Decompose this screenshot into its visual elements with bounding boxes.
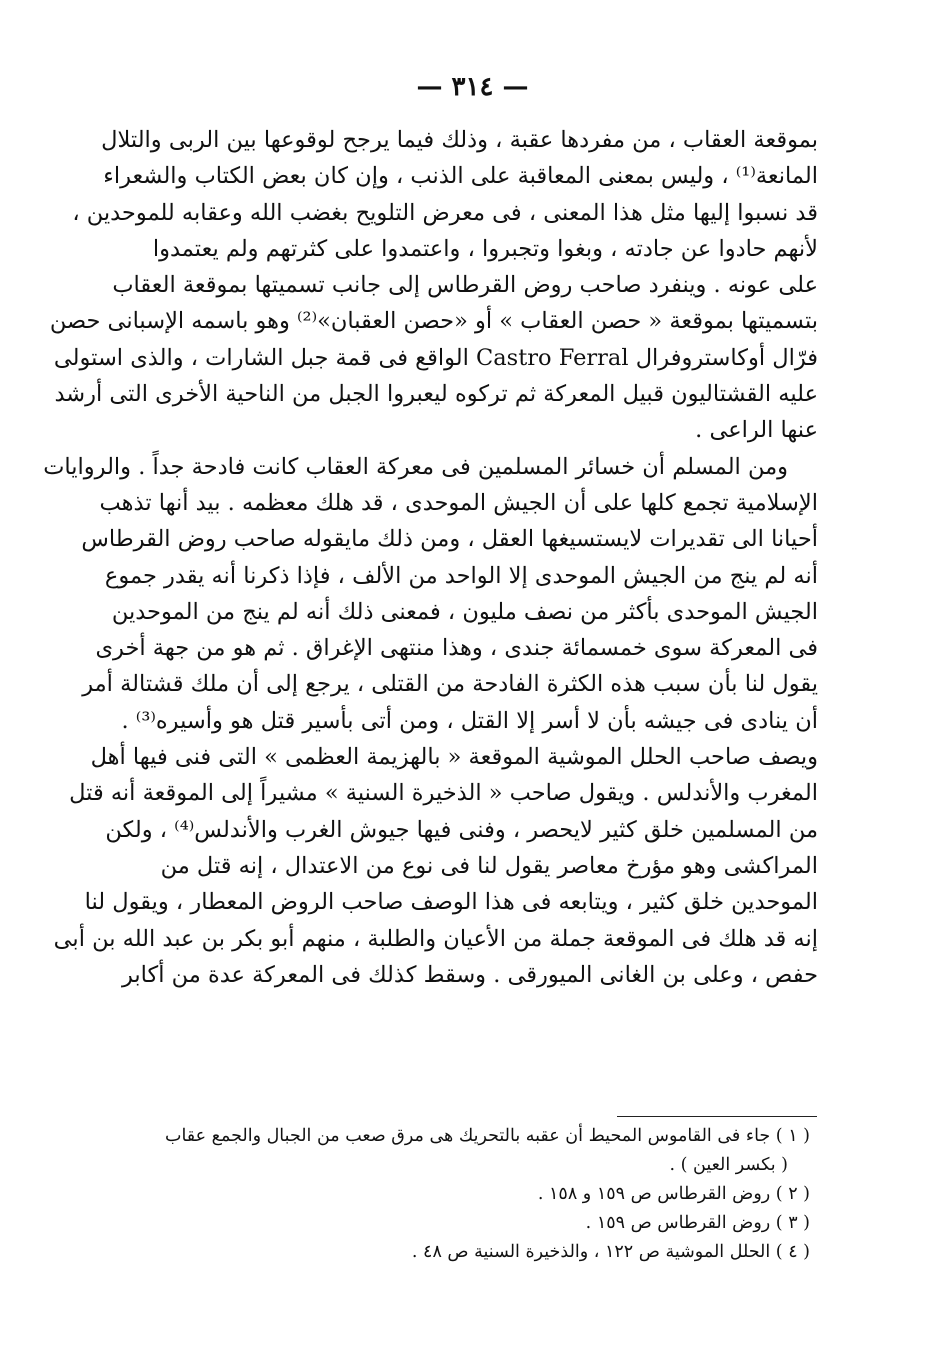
text-line: على عونه . وينفرد صاحب روض القرطاس إلى جانب تسميتها بموقعة العقاب (112, 272, 818, 299)
text-line: يقول لنا بأن سبب هذه الكثرة الفادحة من القتلى ، يرجع إلى أن ملك قشتالة أمر (82, 671, 818, 698)
footnote-divider (617, 1116, 817, 1117)
text-line: لأنهم حادوا عن جادته ، وبغوا وتجبروا ، واعتمدوا على كثرتهم ولم يعتمدوا (152, 235, 818, 262)
text-line: عنها الراعى . (695, 417, 818, 444)
footnote-3: ( ٣ ) روض القرطاس ص ١٥٩ . (585, 1213, 810, 1233)
text-line: بموقعة العقاب ، من مفردها عقبة ، وذلك فيما يرجح لوقوعها بين الربى والتلال (101, 127, 818, 153)
text-line: قد نسبوا إليها مثل هذا المعنى ، فى معرض التلويح بغضب الله وعقابه للموحدين ، (72, 199, 818, 226)
text-line: المانعة⁽¹⁾ ، وليس بمعنى المعاقبة على الذنب ، وإن كان بعض الكتاب والشعراء (103, 163, 818, 190)
text-line: من المسلمين خلق كثير لايحصر ، وفنى فيها جيوش الغرب والأندلس⁽⁴⁾ ، ولكن (105, 816, 818, 843)
text-line: أن ينادى فى جيشه بأن لا أسر إلا القتل ، ومن أتى بأسير قتل هو وأسيره⁽³⁾ . (121, 707, 818, 734)
text-line: ويصف صاحب الحلل الموشية الموقعة « بالهزيمة العظمى » التى فنى فيها أهل (90, 744, 818, 771)
paragraph-start-line: ومن المسلم أن خسائر المسلمين فى معركة العقاب كانت فادحة جداً . والروايات (43, 453, 788, 480)
text-line: أنه لم ينج من الجيش الموحدى إلا الواحد من الألف ، فإذا ذكرنا أنه يقدر جموع (104, 562, 818, 589)
text-line: الجيش الموحدى بأكثر من نصف مليون ، فمعنى ذلك أنه لم ينج من الموحدين (111, 598, 818, 625)
footnote-1: ( ١ ) جاء فى القاموس المحيط أن عقبه بالتحريك هى مرق صعب من الجبال والجمع عقاب (164, 1126, 810, 1146)
text-line: المغرب والأندلس . ويقول صاحب « الذخيرة السنية » مشيراً إلى الموقعة أنه قتل (69, 780, 818, 807)
text-line: المراكشى وهو مؤرخ معاصر يقول لنا فى نوع من الاعتدال ، إنه قتل من (160, 852, 818, 879)
footnote-2: ( ٢ ) روض القرطاس ص ١٥٩ و ١٥٨ . (537, 1184, 810, 1204)
text-line: عليه القشتاليون قبيل المعركة ثم تركوه ليعبروا الجبل من الناحية الأخرى التى أرشد (54, 381, 818, 408)
text-line: أحيانا الى تقديرات لايستسيغها العقل ، ومن ذلك مايقوله صاحب روض القرطاس (81, 526, 818, 553)
footnote-4: ( ٤ ) الحلل الموشية ص ١٢٢ ، والذخيرة السنية ص ٤٨ . (411, 1242, 810, 1262)
page-number: — ٣١٤ — (416, 72, 529, 102)
text-line: حفص ، وعلى بن الغانى الميورقى . وسقط كذلك فى المعركة عدة من أكابر (121, 961, 818, 988)
text-line: فرّال أوكاستروفرال Castro Ferral الواقع فى قمة جبل الشارات ، والذى استولى (53, 344, 818, 371)
text-line: الموحدين خلق كثير ، ويتابعه فى هذا الوصف صاحب الروض المعطار ، ويقول لنا (84, 889, 818, 916)
text-line: إنه قد هلك فى الموقعة جملة من الأعيان والطلبة ، منهم أبو بكر بن عبد الله بن أبى (53, 925, 818, 952)
body-text (43, 122, 818, 993)
text-line: فى المعركة سوى خمسمائة جندى ، وهذا منتهى الإغراق . ثم هو من جهة أخرى (95, 635, 818, 662)
footnote-1-continued: ( بكسر العين ) . (669, 1155, 788, 1175)
footnotes (100, 1122, 810, 1267)
text-line: الإسلامية تجمع كلها على أن الجيش الموحدى ، قد هلك معظمه . بيد أنها تذهب (99, 489, 818, 516)
text-line: بتسميتها بموقعة « حصن العقاب » أو «حصن العقبان»⁽²⁾ وهو باسمه الإسبانى حصن (49, 308, 818, 335)
